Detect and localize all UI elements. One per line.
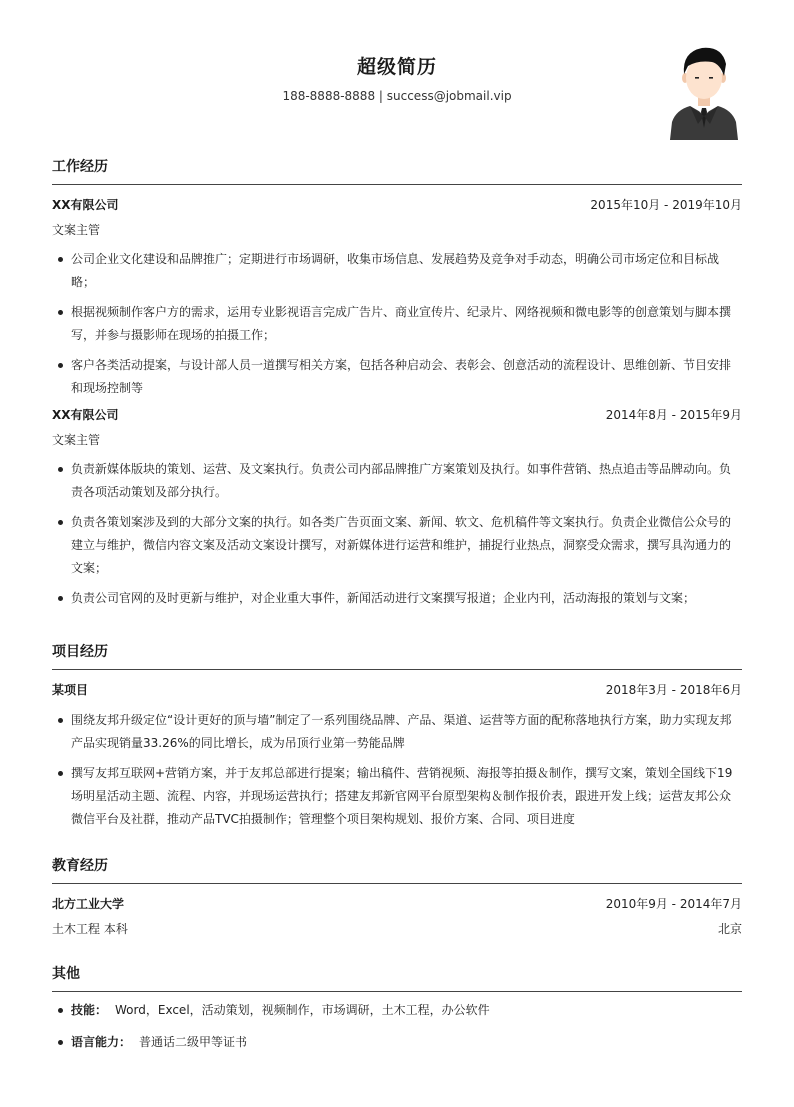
contact-info: 188-8888-8888 | success@jobmail.vip — [282, 89, 512, 103]
school-location: 北京 — [717, 922, 742, 936]
resume-name: 超级简历 — [356, 56, 437, 78]
project-entry — [52, 681, 742, 831]
section-title: 其他 — [52, 966, 80, 982]
list-item: 根据视频制作客户方的需求，运用专业影视语言完成广告片、商业宣传片、纪录片、网络视频和微电影等的创意策划与脚本撰写，并参与摄影师在现场的拍摄工作； — [52, 301, 742, 347]
job-bullets — [52, 248, 742, 400]
resume-header — [0, 0, 794, 150]
section-title: 工作经历 — [52, 159, 108, 175]
education-section — [52, 855, 742, 938]
education-period: 2010年9月 - 2014年7月 — [605, 897, 742, 911]
job-period: 2014年8月 - 2015年9月 — [605, 408, 742, 422]
other-section — [52, 963, 742, 1054]
project-bullets — [52, 709, 742, 831]
section-divider — [52, 184, 742, 185]
section-divider — [52, 991, 742, 992]
section-title: 项目经历 — [52, 644, 108, 660]
projects-section — [52, 641, 742, 831]
project-period: 2018年3月 - 2018年6月 — [605, 683, 742, 697]
school-name: 北方工业大学 — [52, 897, 125, 911]
section-divider — [52, 669, 742, 670]
job-role: 文案主管 — [52, 223, 101, 237]
list-item: 负责新媒体版块的策划、运营、及文案执行。负责公司内部品牌推广方案策划及执行。如事件营销、热点追击等品牌动向。负责各项活动策划及部分执行。 — [52, 458, 742, 504]
work-section — [52, 156, 742, 610]
item-value: Word，Excel，活动策划，视频制作，市场调研，土木工程，办公软件 — [115, 1003, 490, 1017]
list-item — [52, 999, 742, 1022]
company-name: XX有限公司 — [52, 198, 119, 212]
list-item — [52, 1031, 742, 1054]
item-key: 语言能力： — [71, 1035, 132, 1049]
item-key: 技能： — [71, 1003, 108, 1017]
section-title: 教育经历 — [52, 858, 108, 874]
list-item: 负责各策划案涉及到的大部分文案的执行。如各类广告页面文案、新闻、软文、危机稿件等文案执行。负责企业微信公众号的建立与维护，微信内容文案及活动文案设计撰写，对新媒体进行运营和维护，捕捉行业热点，洞察受众需求，撰写具沟通力的文案； — [52, 511, 742, 580]
job-bullets — [52, 458, 742, 610]
job-entry — [52, 196, 742, 400]
list-item: 公司企业文化建设和品牌推广；定期进行市场调研，收集市场信息、发展趋势及竞争对手动态，明确公司市场定位和目标战略； — [52, 248, 742, 294]
company-name: XX有限公司 — [52, 408, 119, 422]
job-role: 文案主管 — [52, 433, 101, 447]
avatar — [668, 44, 740, 140]
list-item: 负责公司官网的及时更新与维护，对企业重大事件，新闻活动进行文案撰写报道；企业内刊，活动海报的策划与文案； — [52, 587, 742, 610]
item-value: 普通话二级甲等证书 — [139, 1035, 248, 1049]
list-item: 围绕友邦升级定位“设计更好的顶与墙”制定了一系列围绕品牌、产品、渠道、运营等方面的配称落地执行方案，助力实现友邦产品实现销量33.26%的同比增长，成为吊顶行业第一势能品牌 — [52, 709, 742, 755]
list-item: 撰写友邦互联网+营销方案，并于友邦总部进行提案；输出稿件、营销视频、海报等拍摄＆制作，撰写文案，策划全国线下19场明星活动主题、流程、内容，并现场运营执行；搭建友邦新官网平台原型架构＆制作报价表，跟进开发上线；运营友邦公众微信平台及社群，推动产品TVC拍摄制作；管理整个项目架构规划、报价方案、合同、项目进度 — [52, 762, 742, 831]
section-divider — [52, 883, 742, 884]
list-item: 客户各类活动提案，与设计部人员一道撰写相关方案，包括各种启动会、表彰会、创意活动的流程设计、思维创新、节目安排和现场控制等 — [52, 354, 742, 400]
major-degree: 土木工程 本科 — [52, 922, 128, 936]
other-list — [52, 999, 742, 1054]
job-period: 2015年10月 - 2019年10月 — [590, 198, 742, 212]
project-name: 某项目 — [52, 683, 89, 697]
job-entry — [52, 406, 742, 610]
